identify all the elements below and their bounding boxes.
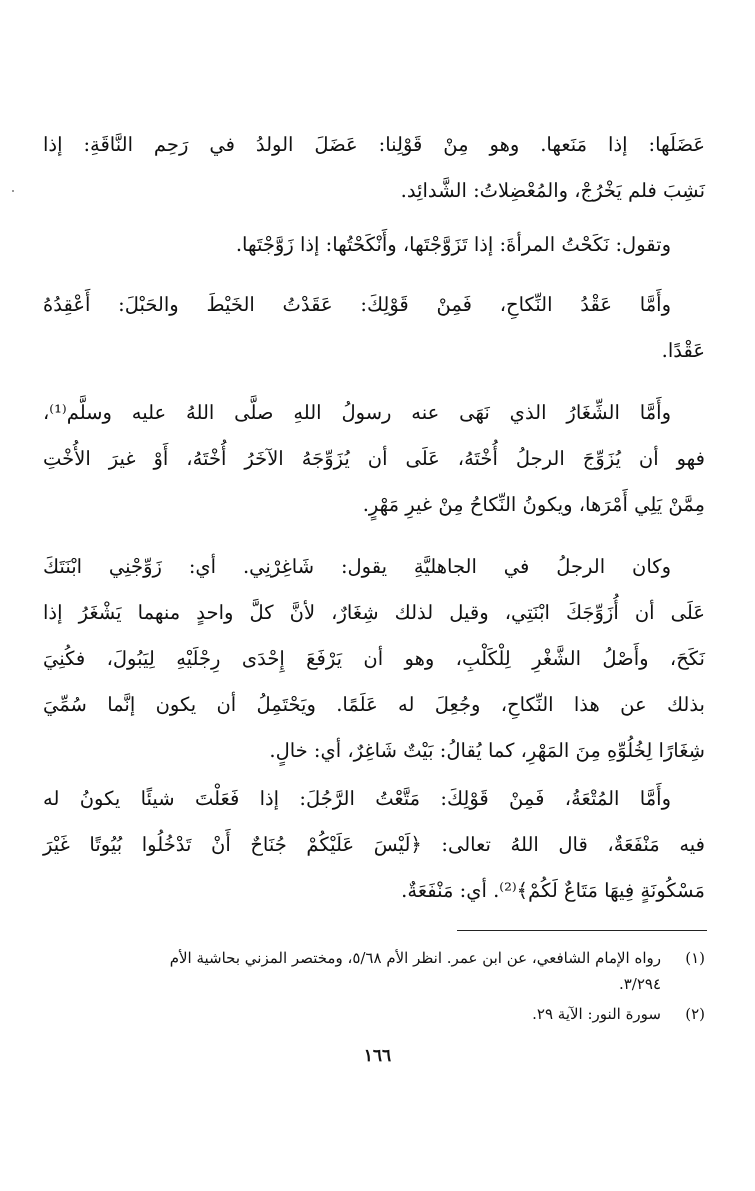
- text-line: وأَمَّا المُتْعَةُ، فَمِنْ قَوْلِكَ: مَتَّعْتُ الرَّجُلَ: إذا فَعَلْتَ شيئًا يكونُ له: [43, 787, 671, 810]
- paragraph-nikah: [43, 222, 705, 268]
- text-line: مِمَّنْ يَلِي أَمْرَها، ويكونُ النِّكاحُ مِنْ غيرِ مَهْرٍ.: [362, 493, 705, 516]
- text-line: وأَمَّا الشِّغَارُ الذي نَهَى عنه رسولُ اللهِ صلَّى اللهُ عليه وسلَّم⁽¹⁾،: [43, 401, 671, 424]
- text-line: وأَمَّا عَقْدُ النِّكاحِ، فَمِنْ قَوْلِكَ: عَقَدْتُ الخَيْطَ والحَبْلَ: أَعْقِدُهُ: [43, 293, 671, 316]
- page-number: ١٦٦: [363, 1046, 392, 1066]
- text-line: نَكَحَ، وأَصْلُ الشَّغْرِ لِلْكَلْبِ، وهو أن يَرْفَعَ إِحْدَى رِجْلَيْهِ لِيَبُولَ، فكُنِيَ: [43, 647, 705, 670]
- footnote-2: [43, 1001, 705, 1027]
- footnote-text: [43, 945, 661, 997]
- text-line: فهو أن يُزَوِّجَ الرجلُ أُخْتَهُ، عَلَى أن يُزَوِّجَهُ الآخَرُ أُخْتَهُ، أَوْ غيرَ الأُخْتِ: [43, 447, 705, 470]
- scan-speck: [12, 190, 14, 192]
- footnote-separator: [457, 930, 707, 931]
- footnote-number: (٢): [685, 1005, 705, 1023]
- text-line: فيه مَنْفَعَةٌ، قال اللهُ تعالى: ﴿لَيْسَ عَلَيْكُمْ جُنَاحٌ أَنْ تَدْخُلُوا بُيُوتًا غَيْرَ: [43, 833, 705, 856]
- paragraph-jahiliyya: [43, 544, 705, 774]
- footnotes: [43, 945, 705, 1031]
- text-line: وكان الرجلُ في الجاهليَّةِ يقول: شَاغِرْنِي. أي: زَوِّجْنِي ابْنَتَكَ: [43, 555, 671, 578]
- footnote-1: [43, 945, 705, 997]
- footnote-line: ٣/٢٩٤.: [618, 975, 661, 993]
- footnote-text: [43, 1001, 661, 1027]
- text-line: عَلَى أن أُزَوِّجَكَ ابْنَتِي، وقيل لذلك شِغَارٌ، لأنَّ كلَّ واحدٍ منهما يَشْغَرُ إذا: [43, 601, 705, 624]
- text-line: عَقْدًا.: [661, 339, 705, 362]
- footnote-line: سورة النور: الآية ٢٩.: [532, 1005, 661, 1023]
- text-line: مَسْكُونَةٍ فِيهَا مَتَاعٌ لَكُمْ﴾⁽²⁾. أي: مَنْفَعَةٌ.: [401, 879, 705, 902]
- text-line: بذلك عن هذا النِّكاحِ، وجُعِلَ له عَلَمًا. ويَحْتَمِلُ أن يكون إنَّما سُمِّيَ: [43, 693, 705, 716]
- paragraph-shighar: [43, 390, 705, 528]
- paragraph-mutah: [43, 776, 705, 914]
- footnote-line: رواه الإمام الشافعي، عن ابن عمر. انظر الأم ٥/٦٨، ومختصر المزني بحاشية الأم: [169, 949, 661, 967]
- paragraph-adl: [43, 122, 705, 214]
- text-line: شِغَارًا لِخُلُوِّهِ مِنَ المَهْرِ، كما يُقالُ: بَيْتٌ شَاغِرٌ، أي: خالٍ.: [269, 739, 705, 762]
- text-line: وتقول: نَكَحْتُ المرأةَ: إذا تَزَوَّجْتَها، وأَنْكَحْتُها: إذا زَوَّجْتَها.: [235, 233, 671, 256]
- footnote-number: (١): [685, 949, 705, 967]
- text-line: عَضَلَها: إذا مَنَعها. وهو مِنْ قَوْلِنا: عَضَلَ الولدُ في رَحِم النَّاقَةِ: إذا: [43, 133, 705, 156]
- text-line: نَشِبَ فلم يَخْرُجْ، والمُعْضِلاتُ: الشَّدائِد.: [400, 179, 705, 202]
- paragraph-aqd: [43, 282, 705, 374]
